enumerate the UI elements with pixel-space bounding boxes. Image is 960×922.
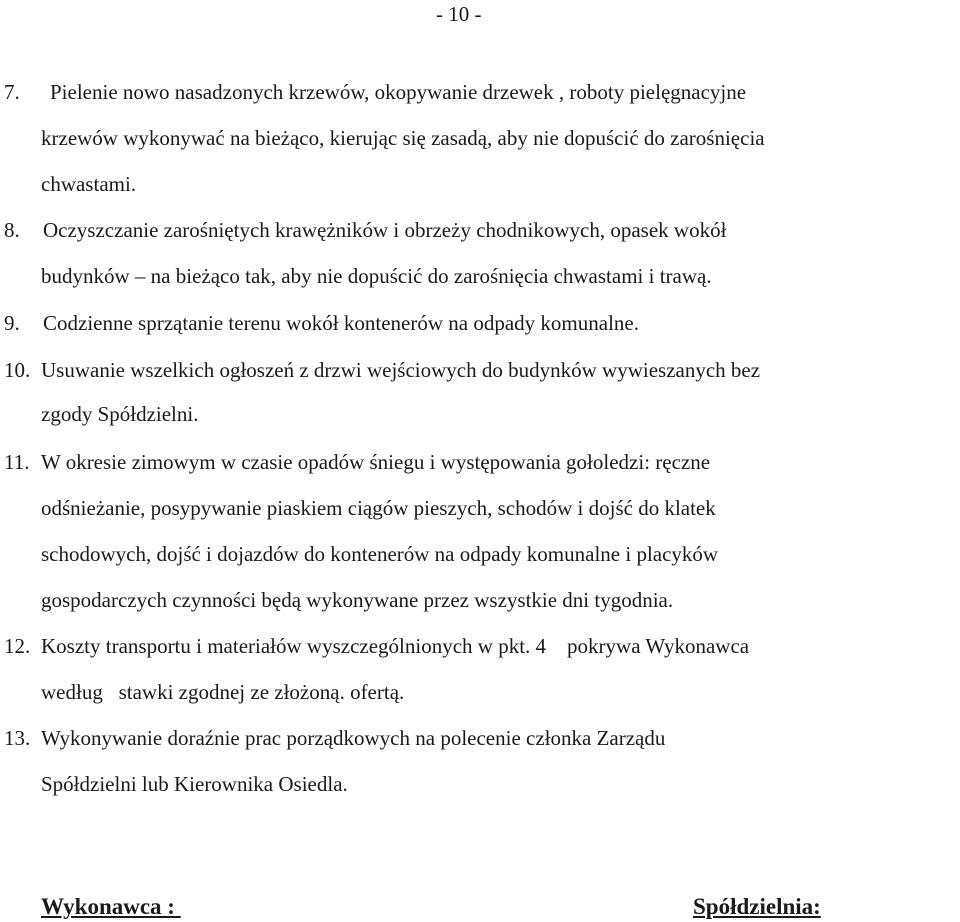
item-number: 12. bbox=[4, 634, 31, 658]
item-number: 8. bbox=[4, 218, 20, 242]
item-number: 11. bbox=[4, 450, 30, 474]
item-text-line: według stawki zgodnej ze złożoną. ofertą. bbox=[41, 680, 405, 704]
item-text-line: Koszty transportu i materiałów wyszczególnionych w pkt. 4 pokrywa Wykonawca bbox=[41, 634, 750, 658]
page-number: - 10 - bbox=[436, 2, 482, 26]
item-text-line: chwastami. bbox=[41, 172, 137, 196]
signature-label-contractor: Wykonawca : bbox=[41, 894, 181, 919]
item-number: 9. bbox=[4, 311, 20, 335]
item-text-line: W okresie zimowym w czasie opadów śniegu i występowania gołoledzi: ręczne bbox=[41, 450, 711, 474]
item-number: 10. bbox=[4, 358, 31, 382]
item-number: 7. bbox=[4, 80, 20, 104]
item-text-line: zgody Spółdzielni. bbox=[41, 402, 199, 426]
item-text-line: Pielenie nowo nasadzonych krzewów, okopywanie drzewek , roboty pielęgnacyjne bbox=[50, 80, 747, 104]
item-text-line: odśnieżanie, posypywanie piaskiem ciągów pieszych, schodów i dojść do klatek bbox=[41, 496, 716, 520]
item-text-line: Oczyszczanie zarośniętych krawężników i obrzeży chodnikowych, opasek wokół bbox=[43, 218, 727, 242]
item-text-line: Spółdzielni lub Kierownika Osiedla. bbox=[41, 772, 348, 796]
item-text-line: krzewów wykonywać na bieżąco, kierując się zasadą, aby nie dopuścić do zarośnięcia bbox=[41, 126, 765, 150]
item-text-line: schodowych, dojść i dojazdów do kontenerów na odpady komunalne i placyków bbox=[41, 542, 719, 566]
item-text-line: gospodarczych czynności będą wykonywane przez wszystkie dni tygodnia. bbox=[41, 588, 674, 612]
item-text-line: Usuwanie wszelkich ogłoszeń z drzwi wejściowych do budynków wywieszanych bez bbox=[41, 358, 761, 382]
item-text-line: Codzienne sprzątanie terenu wokół kontenerów na odpady komunalne. bbox=[43, 311, 639, 335]
signature-label-cooperative: Spółdzielnia: bbox=[693, 894, 821, 919]
item-text-line: budynków – na bieżąco tak, aby nie dopuścić do zarośnięcia chwastami i trawą. bbox=[41, 264, 712, 288]
item-text-line: Wykonywanie doraźnie prac porządkowych na polecenie członka Zarządu bbox=[41, 726, 666, 750]
item-number: 13. bbox=[4, 726, 31, 750]
